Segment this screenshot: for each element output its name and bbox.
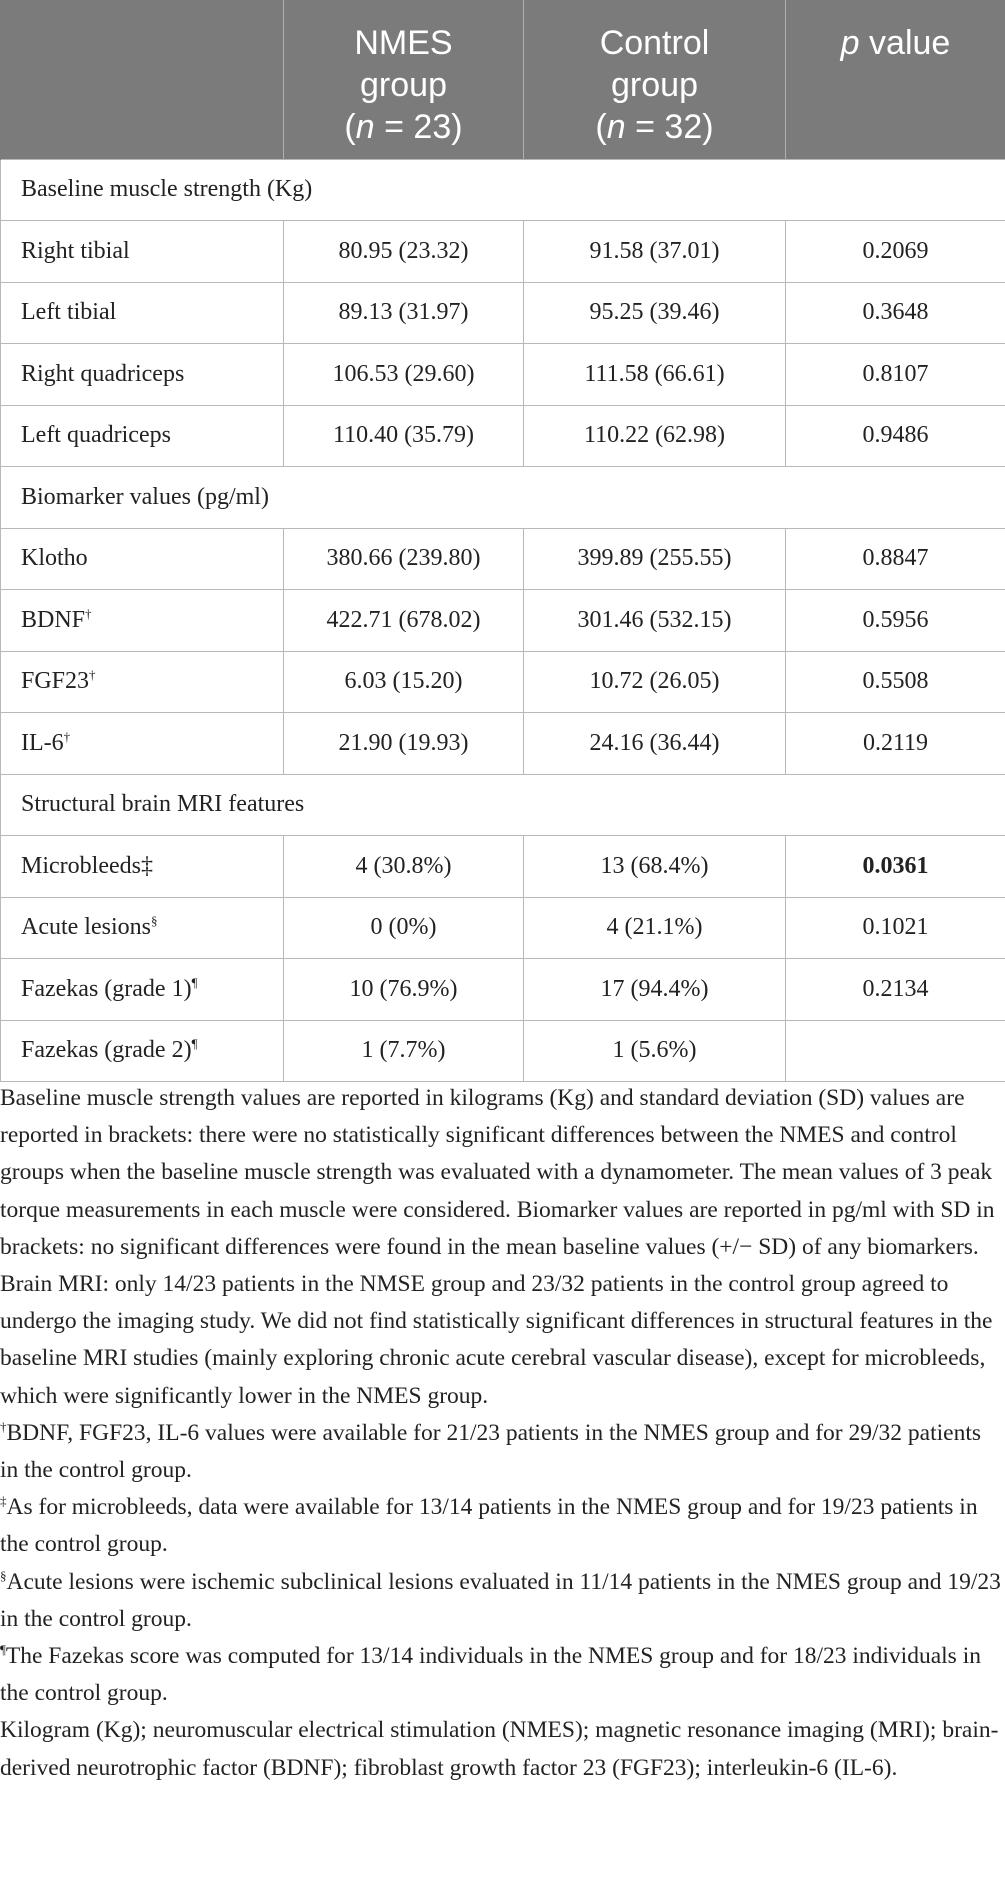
- cell-nmes: 21.90 (19.93): [284, 713, 524, 775]
- row-label: [1, 344, 284, 406]
- row-label: [1, 897, 284, 959]
- footnote-double-dagger: [0, 1489, 1005, 1563]
- section-mri: Structural brain MRI features: [1, 774, 1005, 836]
- header-p: p: [840, 24, 860, 62]
- row-label-text: Acute lesions: [21, 914, 151, 941]
- cell-control: 95.25 (39.46): [524, 282, 786, 344]
- row-label-sup: ¶: [191, 1036, 198, 1052]
- table-row: [1, 713, 1005, 775]
- cell-p-value: 0.2119: [786, 713, 1005, 775]
- footnote-double-dagger-mark: ‡: [0, 1493, 7, 1509]
- table-row: [1, 897, 1005, 959]
- cell-p-value: 0.3648: [786, 282, 1005, 344]
- table-row: [1, 282, 1005, 344]
- cell-p-value: 0.2069: [786, 221, 1005, 283]
- cell-nmes: 106.53 (29.60): [284, 344, 524, 406]
- cell-p-value: 0.9486: [786, 405, 1005, 467]
- cell-control: 110.22 (62.98): [524, 405, 786, 467]
- row-label: [1, 651, 284, 713]
- footnote-dagger-mark: †: [0, 1419, 7, 1434]
- cell-control: 301.46 (532.15): [524, 590, 786, 652]
- row-label-text: Left tibial: [21, 299, 117, 326]
- table-row: [1, 1020, 1005, 1082]
- footnote-double-dagger-text: As for microbleeds, data were available for 13/14 patients in the NMES group and for 19/23 patients in the control group.: [0, 1494, 978, 1558]
- cell-nmes: 10 (76.9%): [284, 959, 524, 1021]
- table-row: [1, 405, 1005, 467]
- cell-control: 24.16 (36.44): [524, 713, 786, 775]
- table-body: [1, 159, 1005, 1082]
- footnote-section-mark: §: [0, 1567, 7, 1583]
- row-label-text: Right tibial: [21, 237, 130, 264]
- section-row: [1, 159, 1005, 221]
- cell-control: 91.58 (37.01): [524, 221, 786, 283]
- header-empty: [1, 0, 284, 159]
- cell-p-value: 0.8107: [786, 344, 1005, 406]
- footnote-main: Baseline muscle strength values are reported in kilograms (Kg) and standard deviation (SD) values are reported in brackets: there were no statistically significant differences between the NMES and control groups when the baseline muscle strength was evaluated with a dynamometer. The mean values of 3 peak torque measurements in each muscle were considered. Biomarker values are reported in pg/ml with SD in brackets: no significant differences were found in the mean baseline values (+/− SD) of any biomarkers. Brain MRI: only 14/23 patients in the NMSE group and 23/32 patients in the control group agreed to undergo the imaging study. We did not find statistically significant differences in structural features in the baseline MRI studies (mainly exploring chronic acute cerebral vascular disease), except for microbleeds, which were significantly lower in the NMES group.: [0, 1085, 995, 1409]
- row-label-text: Fazekas (grade 2): [21, 1037, 192, 1064]
- row-label-sup: §: [150, 913, 158, 929]
- footnote-section-text: Acute lesions were ischemic subclinical lesions evaluated in 11/14 patients in the NMES group and 19/23 in the control group.: [0, 1568, 1001, 1632]
- row-label: [1, 221, 284, 283]
- cell-p-value: 0.5956: [786, 590, 1005, 652]
- header-nmes-line2: group: [360, 66, 447, 104]
- header-nmes-count: = 23): [374, 108, 463, 146]
- table-footnotes: [0, 1080, 1005, 1787]
- cell-p-value: 0.2134: [786, 959, 1005, 1021]
- header-control-group: Control group (n = 32): [524, 0, 786, 159]
- table-row: [1, 651, 1005, 713]
- cell-control: 10.72 (26.05): [524, 651, 786, 713]
- header-p-value: [786, 0, 1005, 159]
- section-strength: Baseline muscle strength (Kg): [1, 159, 1005, 221]
- section-row: [1, 774, 1005, 836]
- cell-nmes: 1 (7.7%): [284, 1020, 524, 1082]
- cell-control: 13 (68.4%): [524, 836, 786, 898]
- footnote-dagger-text: BDNF, FGF23, IL-6 values were available for 21/23 patients in the NMES group and for 29/32 patients in the control group.: [0, 1419, 982, 1484]
- row-label: [1, 590, 284, 652]
- row-label-sup: †: [63, 728, 71, 744]
- footnote-abbreviations: Kilogram (Kg); neuromuscular electrical stimulation (NMES); magnetic resonance imaging (MRI); brain-derived neurotrophic factor (BDNF); fibroblast growth factor 23 (FGF23); interleukin-6 (IL-6).: [0, 1717, 999, 1781]
- cell-control: 111.58 (66.61): [524, 344, 786, 406]
- cell-control: 4 (21.1%): [524, 897, 786, 959]
- cell-control: 17 (94.4%): [524, 959, 786, 1021]
- footnote-dagger: [0, 1415, 1005, 1489]
- row-label-text: BDNF: [21, 606, 86, 633]
- cell-nmes: 422.71 (678.02): [284, 590, 524, 652]
- row-label-text: Left quadriceps: [21, 422, 171, 449]
- header-nmes-group: NMES group (n = 23): [284, 0, 524, 159]
- row-label: [1, 959, 284, 1021]
- cell-nmes: 110.40 (35.79): [284, 405, 524, 467]
- section-biomarkers: Biomarker values (pg/ml): [1, 467, 1005, 529]
- cell-nmes: 80.95 (23.32): [284, 221, 524, 283]
- row-label: [1, 528, 284, 590]
- row-label-sup: ¶: [191, 974, 198, 990]
- footnote-section: [0, 1564, 1005, 1638]
- cell-nmes: 6.03 (15.20): [284, 651, 524, 713]
- table-row: [1, 590, 1005, 652]
- cell-control: 399.89 (255.55): [524, 528, 786, 590]
- header-value: value: [859, 24, 951, 62]
- cell-p-value: 0.1021: [786, 897, 1005, 959]
- significant-p-value: 0.0361: [862, 852, 929, 879]
- header-control-n: n: [606, 108, 626, 146]
- cell-nmes: 380.66 (239.80): [284, 528, 524, 590]
- row-label: [1, 713, 284, 775]
- cell-p-value-significant: [786, 836, 1005, 898]
- row-label-text: Fazekas (grade 1): [21, 975, 192, 1002]
- header-control-line1: Control: [599, 24, 710, 62]
- table-row: [1, 959, 1005, 1021]
- cell-p-value: [786, 1020, 1005, 1082]
- cell-nmes: 4 (30.8%): [284, 836, 524, 898]
- cell-p-value: 0.8847: [786, 528, 1005, 590]
- header-control-count: = 32): [625, 108, 714, 146]
- footnote-pilcrow: [0, 1638, 1005, 1712]
- footnote-pilcrow-mark: ¶: [0, 1642, 6, 1658]
- cell-p-value: 0.5508: [786, 651, 1005, 713]
- cell-nmes: 89.13 (31.97): [284, 282, 524, 344]
- row-label-sup: †: [89, 667, 96, 683]
- row-label-text: Right quadriceps: [21, 360, 185, 387]
- cell-nmes: 0 (0%): [284, 897, 524, 959]
- table-row: [1, 836, 1005, 898]
- cell-control: 1 (5.6%): [524, 1020, 786, 1082]
- footnote-pilcrow-text: The Fazekas score was computed for 13/14 individuals in the NMES group and for 18/23 individuals in the control group.: [0, 1643, 981, 1707]
- row-label-text: Microbleeds‡: [21, 852, 153, 879]
- header-nmes-line1: NMES: [354, 24, 453, 62]
- row-label: [1, 836, 284, 898]
- row-label: [1, 282, 284, 344]
- row-label-text: IL-6: [21, 729, 64, 756]
- header-control-line2: group: [611, 66, 698, 104]
- table-row: [1, 528, 1005, 590]
- table-row: [1, 221, 1005, 283]
- header-nmes-n: n: [355, 108, 375, 146]
- row-label-text: Klotho: [21, 545, 88, 572]
- row-label-sup: †: [85, 605, 92, 621]
- table-header: [1, 0, 1005, 159]
- row-label-text: FGF23: [21, 668, 90, 695]
- row-label: [1, 1020, 284, 1082]
- row-label: [1, 405, 284, 467]
- table-row: [1, 344, 1005, 406]
- section-row: [1, 467, 1005, 529]
